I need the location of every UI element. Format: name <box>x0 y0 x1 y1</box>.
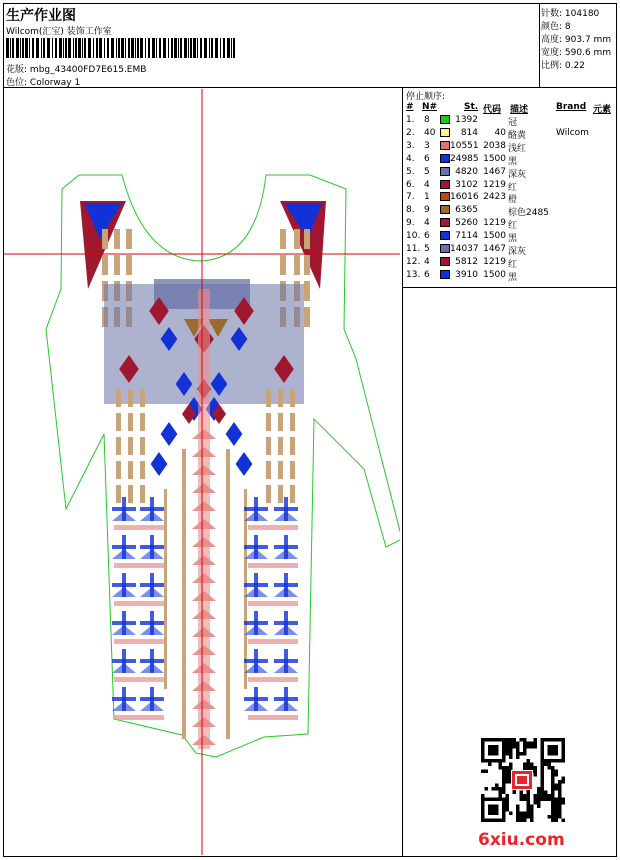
company-name: Wilcom(汇宝) 装饰工作室 <box>6 27 112 37</box>
spec-divider <box>539 3 540 87</box>
colorway-label: 色位: <box>6 78 28 88</box>
color-swatch <box>440 154 450 163</box>
row-code: 1500 <box>483 269 506 280</box>
row-stitches: 3102 <box>455 179 478 190</box>
row-desc: 深灰 <box>508 247 527 257</box>
row-desc: 黑 <box>508 234 518 245</box>
row-desc: 黑 <box>508 272 518 283</box>
table-row <box>404 192 616 205</box>
row-code: 2038 <box>483 140 506 151</box>
header-divider <box>3 87 617 88</box>
design-label: 花版: <box>6 65 28 75</box>
row-desc: 棕色2485 <box>508 208 549 219</box>
table-row <box>404 154 616 167</box>
row-code: 2423 <box>483 192 506 203</box>
row-needle: 8 <box>424 115 430 125</box>
row-desc: 黑 <box>508 156 518 167</box>
col-header-desc: 描述 <box>510 105 529 115</box>
table-row <box>404 244 616 257</box>
design-divider <box>402 87 403 857</box>
col-header-brand: Brand <box>556 102 587 112</box>
col-header-n: N# <box>422 102 438 112</box>
barcode <box>6 38 236 58</box>
row-number: 6. <box>406 179 415 190</box>
color-swatch <box>440 167 450 176</box>
table-row <box>404 115 616 128</box>
color-swatch <box>440 257 450 266</box>
table-row <box>404 128 616 141</box>
row-desc: 红 <box>508 259 518 270</box>
spec-width: 宽度: 590.6 mm <box>541 48 612 58</box>
row-desc: 红 <box>508 221 518 232</box>
watermark-logo: 6xiu.com <box>478 830 565 850</box>
row-code: 1467 <box>483 244 506 254</box>
row-stitches: 1392 <box>455 115 478 125</box>
row-needle: 6 <box>424 231 430 242</box>
color-swatch <box>440 205 450 214</box>
row-needle: 4 <box>424 179 430 190</box>
row-desc: 冠 <box>508 118 518 128</box>
row-number: 9. <box>406 218 415 229</box>
spec-stitches: 针数: 104180 <box>541 9 600 19</box>
color-swatch <box>440 218 450 227</box>
row-stitches: 814 <box>460 127 478 138</box>
row-number: 3. <box>406 140 415 151</box>
row-number: 13. <box>406 269 421 280</box>
color-swatch <box>440 270 450 279</box>
row-number: 2. <box>406 127 415 138</box>
colorway-line <box>6 75 80 88</box>
table-row <box>404 270 616 283</box>
color-swatch <box>440 244 450 253</box>
row-number: 1. <box>406 115 415 125</box>
spec-scale: 比例: 0.22 <box>541 61 585 71</box>
row-desc: 浅红 <box>508 143 527 154</box>
row-needle: 5 <box>424 166 430 177</box>
col-header-code: 代码 <box>483 105 502 115</box>
row-needle: 4 <box>424 256 430 267</box>
color-swatch <box>440 115 450 124</box>
spec-height: 高度: 903.7 mm <box>541 35 612 45</box>
design-file-line <box>6 62 146 75</box>
row-code: 1500 <box>483 231 506 242</box>
row-desc: 深灰 <box>508 169 527 180</box>
row-code: 1500 <box>483 153 506 164</box>
row-needle: 40 <box>424 127 436 138</box>
row-needle: 3 <box>424 140 430 151</box>
colorway-value: Colorway 1 <box>29 78 81 88</box>
qr-code <box>481 738 565 822</box>
row-stitches: 16016 <box>450 192 479 203</box>
spec-colors: 颜色: 8 <box>541 22 571 32</box>
row-stitches: 4820 <box>455 166 478 177</box>
row-stitches: 14037 <box>450 244 479 254</box>
table-row <box>404 141 616 154</box>
table-row <box>404 205 616 218</box>
col-header-element: 元素 <box>593 105 612 115</box>
table-row <box>404 257 616 270</box>
color-swatch <box>440 180 450 189</box>
row-number: 5. <box>406 166 415 177</box>
color-swatch <box>440 192 450 201</box>
row-number: 4. <box>406 153 415 164</box>
row-desc: 酪黄 <box>508 130 527 141</box>
color-swatch <box>440 128 450 137</box>
row-code: 40 <box>494 127 506 138</box>
design-name: mbg_43400FD7E615.EMB <box>29 65 147 75</box>
color-swatch <box>440 141 450 150</box>
table-bottom <box>402 287 617 288</box>
row-code: 1219 <box>483 256 506 267</box>
col-header-num: # <box>406 102 414 112</box>
page-title: 生产作业图 <box>6 8 76 24</box>
row-needle: 6 <box>424 269 430 280</box>
row-stitches: 3910 <box>455 269 478 280</box>
row-stitches: 6365 <box>455 205 478 216</box>
color-swatch <box>440 231 450 240</box>
row-stitches: 10551 <box>450 140 479 151</box>
stop-sequence-title: 停止顺序: <box>406 92 446 102</box>
row-needle: 9 <box>424 205 430 216</box>
table-row <box>404 180 616 193</box>
table-row <box>404 218 616 231</box>
row-code: 1219 <box>483 218 506 229</box>
row-stitches: 5260 <box>455 218 478 229</box>
row-needle: 4 <box>424 218 430 229</box>
row-needle: 5 <box>424 244 430 254</box>
row-number: 8. <box>406 205 415 216</box>
row-needle: 1 <box>424 192 430 203</box>
row-number: 7. <box>406 192 415 203</box>
row-brand: Wilcom <box>556 127 589 138</box>
row-needle: 6 <box>424 153 430 164</box>
row-code: 1467 <box>483 166 506 177</box>
col-header-st: St. <box>464 102 479 112</box>
table-row <box>404 167 616 180</box>
row-stitches: 7114 <box>455 231 478 242</box>
embroidery-design-preview <box>4 89 400 855</box>
row-number: 11. <box>406 244 421 254</box>
row-desc: 红 <box>508 182 518 193</box>
row-number: 10. <box>406 231 421 242</box>
table-row <box>404 231 616 244</box>
row-number: 12. <box>406 256 421 267</box>
row-code: 1219 <box>483 179 506 190</box>
row-stitches: 24985 <box>450 153 479 164</box>
row-desc: 橙 <box>508 195 518 206</box>
row-stitches: 5812 <box>455 256 478 267</box>
